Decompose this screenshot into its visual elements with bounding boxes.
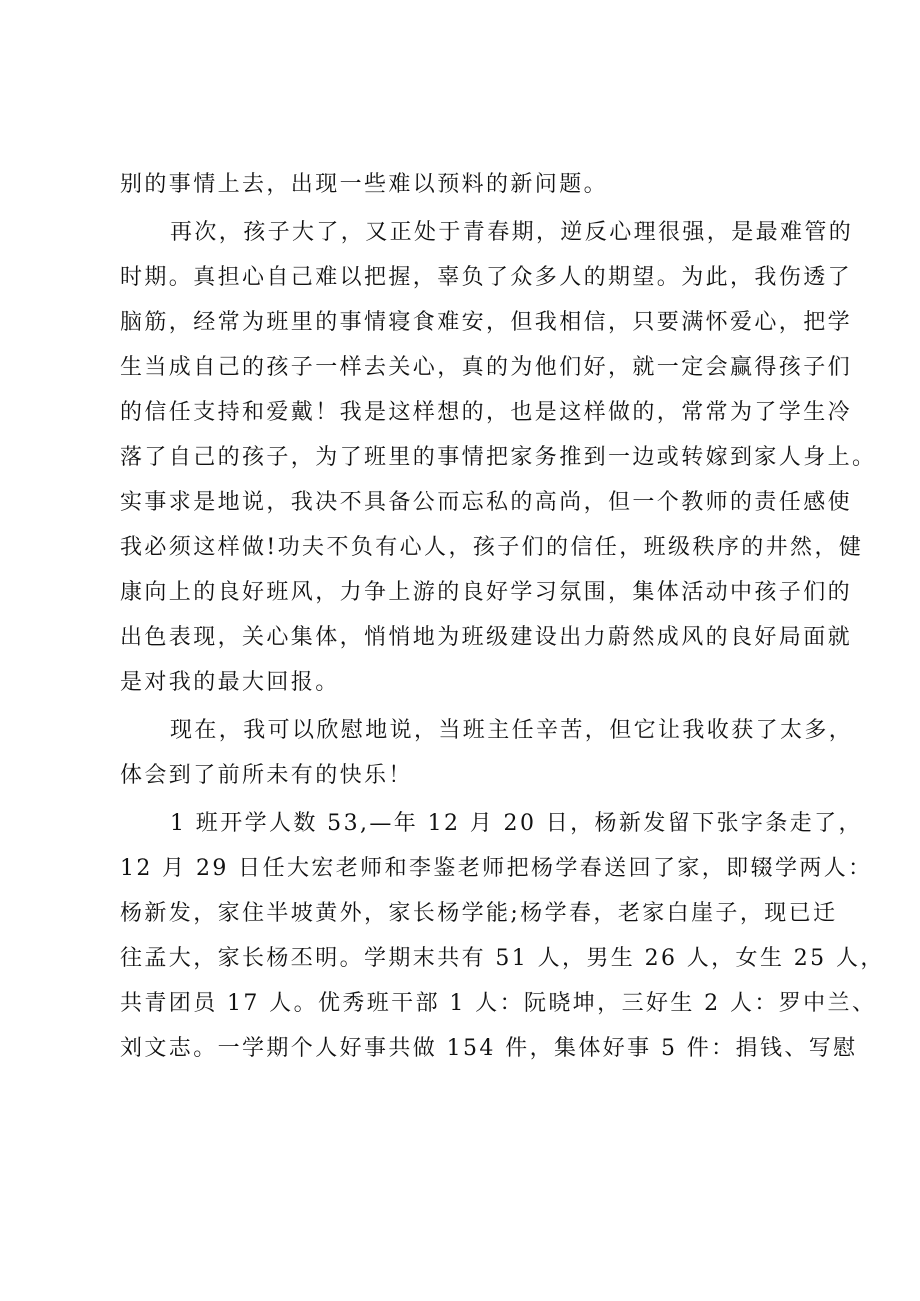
- text-line: 的信任支持和爱戴！我是这样想的，也是这样做的，常常为了学生冷: [120, 400, 853, 425]
- text-line: 杨新发，家住半坡黄外，家长杨学能;杨学春，老家白崖子，现已迁: [120, 901, 838, 926]
- text-line: 12 月 29 日任大宏老师和李鉴老师把杨学春送回了家，即辍学两人：: [120, 856, 873, 881]
- text-line: 共青团员 17 人。优秀班干部 1 人：阮晓坤，三好生 2 人：罗中兰、: [120, 991, 877, 1016]
- text-line: 是对我的最大回报。: [120, 670, 340, 695]
- body-text: [120, 162, 885, 1071]
- text-line: 我必须这样做!功夫不负有心人，孩子们的信任，班级秩序的井然，健: [120, 535, 864, 560]
- text-line: 体会到了前所未有的快乐！: [120, 763, 413, 788]
- text-line: 1 班开学人数 53,—年 12 月 20 日，杨新发留下张字条走了，: [170, 811, 863, 836]
- text-line: 时期。真担心自己难以把握，辜负了众多人的期望。为此，我伤透了: [120, 265, 853, 290]
- text-line: 出色表现，关心集体，悄悄地为班级建设出力蔚然成风的良好局面就: [120, 625, 853, 650]
- text-line: 往孟大，家长杨丕明。学期末共有 51 人，男生 26 人，女生 25 人，: [120, 946, 885, 971]
- text-line: 康向上的良好班风，力争上游的良好学习氛围，集体活动中孩子们的: [120, 580, 853, 605]
- text-line: 现在，我可以欣慰地说，当班主任辛苦，但它让我收获了太多，: [170, 718, 854, 743]
- text-line: 脑筋，经常为班里的事情寝食难安，但我相信，只要满怀爱心，把学: [120, 310, 853, 335]
- text-line: 别的事情上去，出现一些难以预料的新问题。: [120, 172, 609, 197]
- text-line: 实事求是地说，我决不具备公而忘私的高尚，但一个教师的责任感使: [120, 490, 853, 515]
- text-line: 刘文志。一学期个人好事共做 154 件，集体好事 5 件：捐钱、写慰: [120, 1036, 858, 1061]
- text-line: 落了自己的孩子，为了班里的事情把家务推到一边或转嫁到家人身上。: [120, 445, 877, 470]
- text-line: 生当成自己的孩子一样去关心，真的为他们好，就一定会赢得孩子们: [120, 355, 853, 380]
- text-line: 再次，孩子大了，又正处于青春期，逆反心理很强，是最难管的: [170, 220, 854, 245]
